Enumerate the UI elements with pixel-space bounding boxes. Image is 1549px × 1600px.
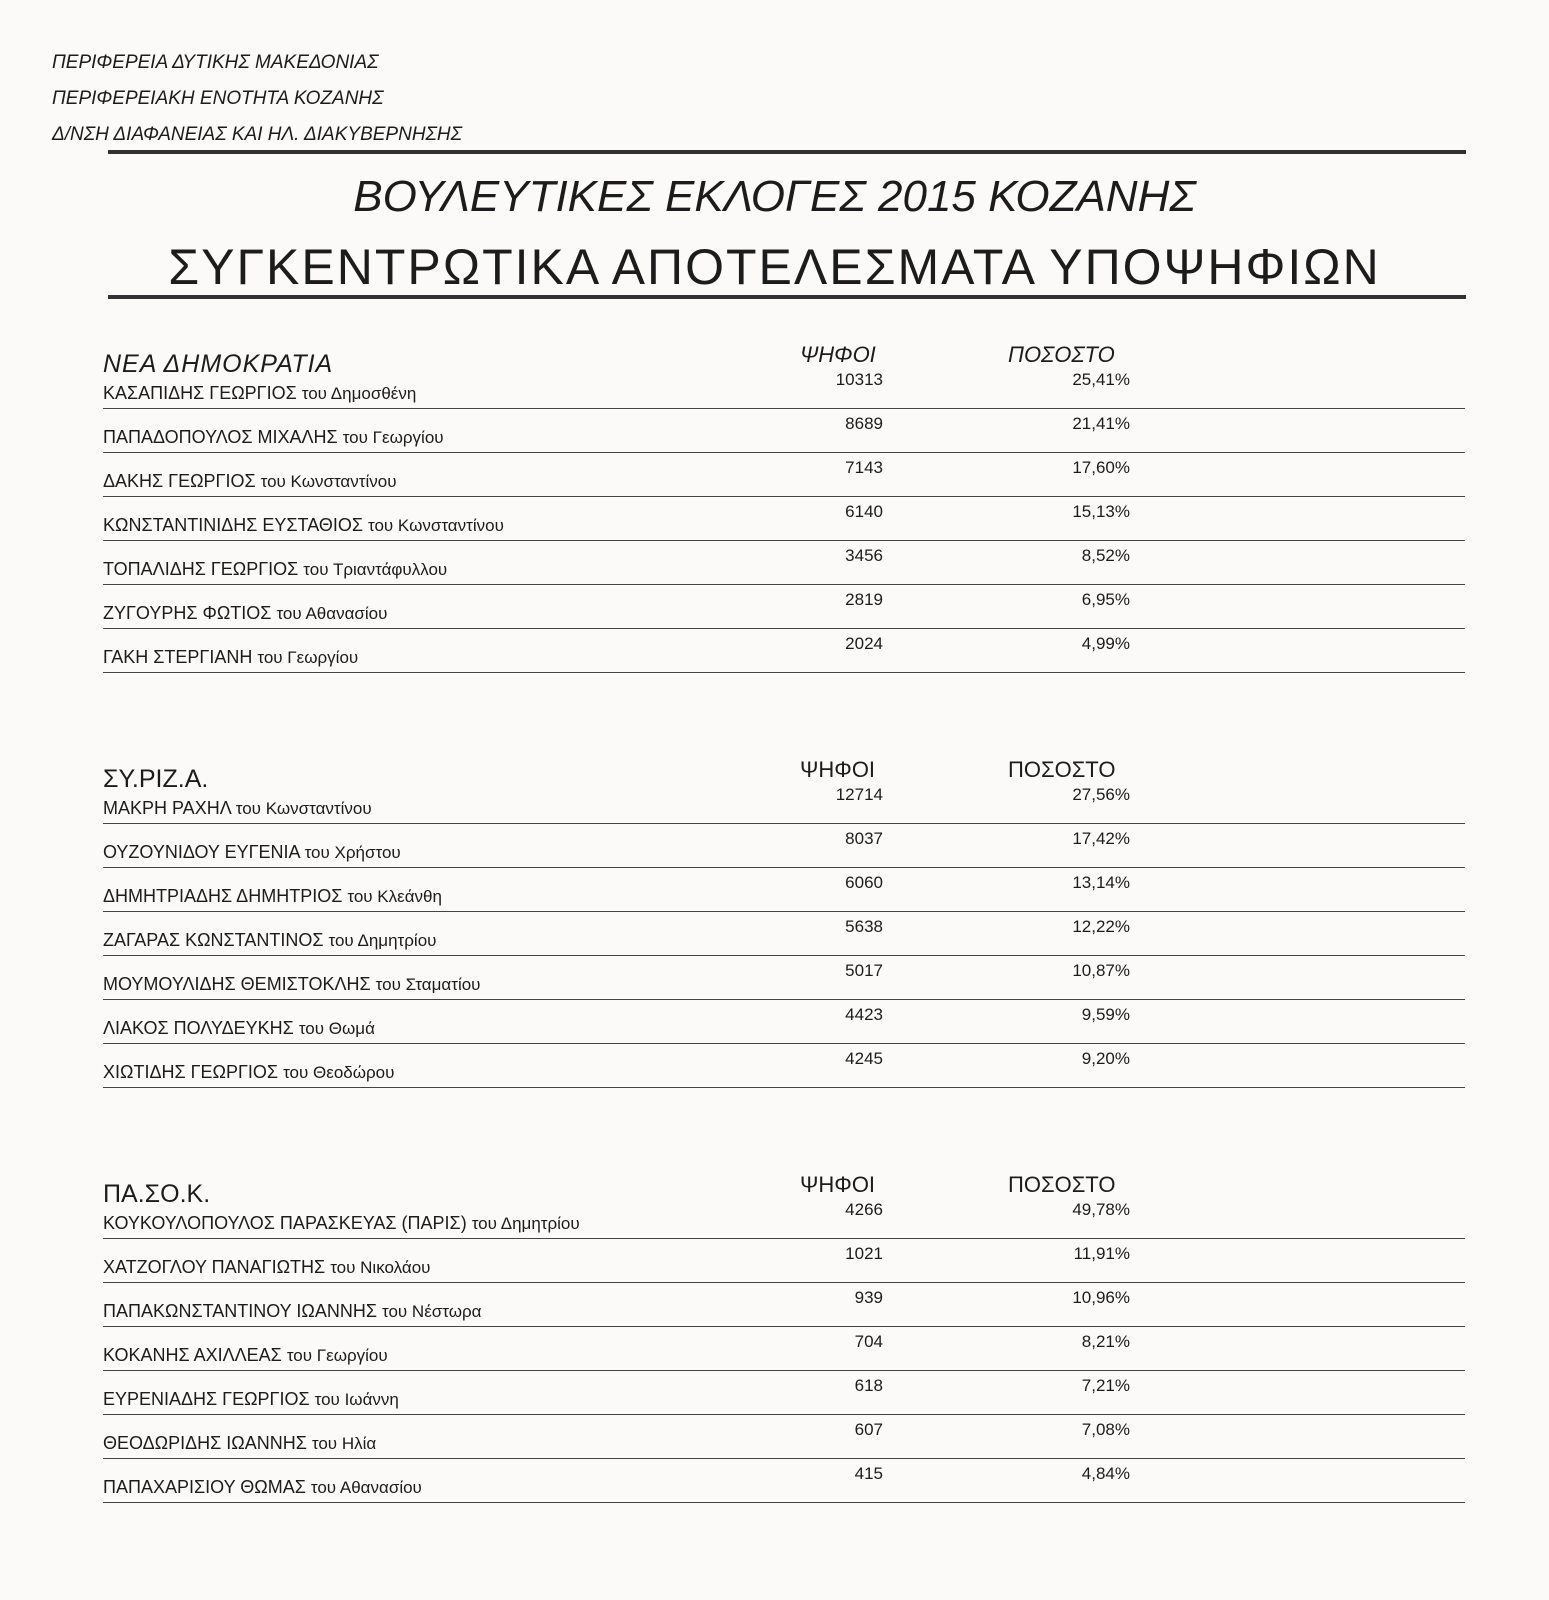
candidate-surname: ΔΑΚΗΣ ΓΕΩΡΓΙΟΣ xyxy=(103,471,256,491)
candidate-surname: ΧΑΤΖΟΓΛΟΥ ΠΑΝΑΓΙΩΤΗΣ xyxy=(103,1257,326,1277)
page-title: ΒΟΥΛΕΥΤΙΚΕΣ ΕΚΛΟΓΕΣ 2015 ΚΟΖΑΝΗΣ xyxy=(353,172,1196,221)
candidate-name xyxy=(103,798,372,819)
candidate-father: του Δημητρίου xyxy=(328,931,437,950)
candidate-father: του Σταματίου xyxy=(375,975,481,994)
candidate-father: του Αθανασίου xyxy=(310,1478,422,1497)
header-line-directorate: Δ/ΝΣΗ ΔΙΑΦΑΝΕΙΑΣ ΚΑΙ ΗΛ. ΔΙΑΚΥΒΕΡΝΗΣΗΣ xyxy=(52,124,463,145)
candidate-votes: 607 xyxy=(854,1420,883,1439)
candidate-row xyxy=(103,867,1465,912)
candidate-percent: 9,20% xyxy=(1081,1049,1130,1068)
candidate-row xyxy=(103,540,1465,585)
candidate-percent: 25,41% xyxy=(1072,370,1130,389)
candidate-surname: ΤΟΠΑΛΙΔΗΣ ΓΕΩΡΓΙΟΣ xyxy=(103,559,299,579)
candidate-row xyxy=(103,1238,1465,1283)
candidate-name xyxy=(103,383,416,404)
candidate-father: του Γεωργίου xyxy=(286,1346,388,1365)
candidate-surname: ΕΥΡΕΝΙΑΔΗΣ ΓΕΩΡΓΙΟΣ xyxy=(103,1389,310,1409)
candidate-percent: 10,87% xyxy=(1072,961,1130,980)
candidate-votes: 8037 xyxy=(845,829,883,848)
candidate-father: του Κωνσταντίνου xyxy=(367,516,504,535)
candidate-name xyxy=(103,974,480,995)
candidate-father: του Κωνσταντίνου xyxy=(260,472,397,491)
party-name: ΣΥ.ΡΙΖ.Α. xyxy=(103,765,209,793)
header-line-unit: ΠΕΡΙΦΕΡΕΙΑΚΗ ΕΝΟΤΗΤΑ ΚΟΖΑΝΗΣ xyxy=(52,88,384,109)
candidate-row xyxy=(103,911,1465,956)
candidate-father: του Θωμά xyxy=(298,1019,375,1038)
candidate-row xyxy=(103,364,1465,409)
candidate-father: του Κωνσταντίνου xyxy=(235,799,372,818)
candidate-surname: ΓΑΚΗ ΣΤΕΡΓΙΑΝΗ xyxy=(103,647,253,667)
candidate-percent: 7,08% xyxy=(1081,1420,1130,1439)
candidate-row xyxy=(103,955,1465,1000)
candidate-name xyxy=(103,1213,580,1234)
candidate-surname: ΚΩΝΣΤΑΝΤΙΝΙΔΗΣ ΕΥΣΤΑΘΙΟΣ xyxy=(103,515,363,535)
candidate-row xyxy=(103,452,1465,497)
candidate-surname: ΚΟΥΚΟΥΛΟΠΟΥΛΟΣ ΠΑΡΑΣΚΕΥΑΣ (ΠΑΡΙΣ) xyxy=(103,1213,467,1233)
candidate-row xyxy=(103,628,1465,673)
candidate-percent: 9,59% xyxy=(1081,1005,1130,1024)
candidate-name xyxy=(103,1477,422,1498)
candidate-name xyxy=(103,930,436,951)
candidate-name xyxy=(103,1345,388,1366)
candidate-row xyxy=(103,823,1465,868)
candidate-row xyxy=(103,496,1465,541)
candidate-votes: 704 xyxy=(854,1332,883,1351)
candidate-votes: 5017 xyxy=(845,961,883,980)
candidate-row xyxy=(103,584,1465,629)
candidate-surname: ΧΙΩΤΙΔΗΣ ΓΕΩΡΓΙΟΣ xyxy=(103,1062,279,1082)
candidate-row xyxy=(103,779,1465,824)
candidate-surname: ΜΟΥΜΟΥΛΙΔΗΣ ΘΕΜΙΣΤΟΚΛΗΣ xyxy=(103,974,371,994)
percent-column-header: ΠΟΣΟΣΤΟ xyxy=(1008,1172,1116,1197)
candidate-row xyxy=(103,1282,1465,1327)
candidate-name xyxy=(103,647,358,668)
candidate-name xyxy=(103,515,504,536)
candidate-row xyxy=(103,1370,1465,1415)
candidate-father: του Κλεάνθη xyxy=(347,887,442,906)
candidate-name xyxy=(103,1389,399,1410)
candidate-percent: 17,42% xyxy=(1072,829,1130,848)
candidate-votes: 4423 xyxy=(845,1005,883,1024)
candidate-surname: ΠΑΠΑΧΑΡΙΣΙΟΥ ΘΩΜΑΣ xyxy=(103,1477,306,1497)
candidate-votes: 4266 xyxy=(845,1200,883,1219)
candidate-father: του Αθανασίου xyxy=(276,604,388,623)
candidate-surname: ΖΑΓΑΡΑΣ ΚΩΝΣΤΑΝΤΙΝΟΣ xyxy=(103,930,324,950)
candidate-father: του Γεωργίου xyxy=(342,428,444,447)
candidate-votes: 10313 xyxy=(835,370,883,389)
candidate-surname: ΠΑΠΑΔΟΠΟΥΛΟΣ ΜΙΧΑΛΗΣ xyxy=(103,427,338,447)
candidate-percent: 15,13% xyxy=(1072,502,1130,521)
candidate-percent: 6,95% xyxy=(1081,590,1130,609)
candidate-percent: 7,21% xyxy=(1081,1376,1130,1395)
candidate-surname: ΘΕΟΔΩΡΙΔΗΣ ΙΩΑΝΝΗΣ xyxy=(103,1433,307,1453)
candidate-percent: 21,41% xyxy=(1072,414,1130,433)
candidate-votes: 2024 xyxy=(845,634,883,653)
candidate-name xyxy=(103,1433,376,1454)
candidate-surname: ΛΙΑΚΟΣ ΠΟΛΥΔΕΥΚΗΣ xyxy=(103,1018,294,1038)
candidate-percent: 27,56% xyxy=(1072,785,1130,804)
candidate-surname: ΜΑΚΡΗ ΡΑΧΗΛ xyxy=(103,798,231,818)
candidate-row xyxy=(103,1458,1465,1503)
party-name: ΝΕΑ ΔΗΜΟΚΡΑΤΙΑ xyxy=(103,350,334,378)
candidate-name xyxy=(103,1257,430,1278)
candidate-votes: 415 xyxy=(854,1464,883,1483)
candidate-row xyxy=(103,1194,1465,1239)
votes-column-header: ΨΗΦΟΙ xyxy=(800,757,876,782)
candidate-votes: 2819 xyxy=(845,590,883,609)
candidate-votes: 618 xyxy=(854,1376,883,1395)
header-line-region: ΠΕΡΙΦΕΡΕΙΑ ΔΥΤΙΚΗΣ ΜΑΚΕΔΟΝΙΑΣ xyxy=(52,52,379,73)
candidate-name xyxy=(103,842,401,863)
candidate-percent: 10,96% xyxy=(1072,1288,1130,1307)
candidate-percent: 13,14% xyxy=(1072,873,1130,892)
candidate-father: του Νέστωρα xyxy=(381,1302,482,1321)
candidate-percent: 8,52% xyxy=(1081,546,1130,565)
candidate-name xyxy=(103,1018,375,1039)
candidate-percent: 8,21% xyxy=(1081,1332,1130,1351)
candidate-father: του Δημητρίου xyxy=(471,1214,580,1233)
party-name: ΠΑ.ΣΟ.Κ. xyxy=(103,1180,211,1208)
candidate-votes: 939 xyxy=(854,1288,883,1307)
candidate-row xyxy=(103,999,1465,1044)
candidate-surname: ΟΥΖΟΥΝΙΔΟΥ ΕΥΓΕΝΙΑ xyxy=(103,842,300,862)
candidate-percent: 4,84% xyxy=(1081,1464,1130,1483)
candidate-votes: 6140 xyxy=(845,502,883,521)
candidate-surname: ΚΑΣΑΠΙΔΗΣ ΓΕΩΡΓΙΟΣ xyxy=(103,383,297,403)
candidate-votes: 12714 xyxy=(835,785,883,804)
candidate-votes: 7143 xyxy=(845,458,883,477)
candidate-row xyxy=(103,408,1465,453)
candidate-name xyxy=(103,471,397,492)
votes-column-header: ΨΗΦΟΙ xyxy=(800,1172,876,1197)
candidate-percent: 11,91% xyxy=(1073,1244,1130,1263)
candidate-surname: ΠΑΠΑΚΩΝΣΤΑΝΤΙΝΟΥ ΙΩΑΝΝΗΣ xyxy=(103,1301,377,1321)
candidate-father: του Δημοσθένη xyxy=(301,384,417,403)
candidate-surname: ΚΟΚΑΝΗΣ ΑΧΙΛΛΕΑΣ xyxy=(103,1345,282,1365)
candidate-votes: 1021 xyxy=(845,1244,883,1263)
candidate-votes: 8689 xyxy=(845,414,883,433)
candidate-father: του Θεοδώρου xyxy=(283,1063,395,1082)
candidate-name xyxy=(103,1062,394,1083)
candidate-votes: 3456 xyxy=(845,546,883,565)
candidate-father: του Χρήστου xyxy=(304,843,401,862)
candidate-votes: 6060 xyxy=(845,873,883,892)
candidate-name xyxy=(103,559,447,580)
percent-column-header: ΠΟΣΟΣΤΟ xyxy=(1008,757,1116,782)
candidate-father: του Τριαντάφυλλου xyxy=(303,560,448,579)
candidate-name xyxy=(103,886,442,907)
candidate-votes: 5638 xyxy=(845,917,883,936)
candidate-row xyxy=(103,1414,1465,1459)
title-rule xyxy=(108,295,1466,299)
candidate-name xyxy=(103,427,444,448)
candidate-name xyxy=(103,603,387,624)
votes-column-header: ΨΗΦΟΙ xyxy=(800,342,876,367)
candidate-surname: ΔΗΜΗΤΡΙΑΔΗΣ ΔΗΜΗΤΡΙΟΣ xyxy=(103,886,343,906)
candidate-percent: 17,60% xyxy=(1072,458,1130,477)
candidate-percent: 49,78% xyxy=(1072,1200,1130,1219)
candidate-father: του Ιωάννη xyxy=(314,1390,399,1409)
candidate-row xyxy=(103,1043,1465,1088)
top-rule xyxy=(108,150,1466,154)
candidate-percent: 4,99% xyxy=(1081,634,1130,653)
candidate-surname: ΖΥΓΟΥΡΗΣ ΦΩΤΙΟΣ xyxy=(103,603,272,623)
page-subtitle: ΣΥΓΚΕΝΤΡΩΤΙΚΑ ΑΠΟΤΕΛΕΣΜΑΤΑ ΥΠΟΨΗΦΙΩΝ xyxy=(168,239,1381,295)
candidate-father: του Νικολάου xyxy=(330,1258,431,1277)
candidate-father: του Γεωργίου xyxy=(257,648,359,667)
candidate-father: του Ηλία xyxy=(311,1434,377,1453)
percent-column-header: ΠΟΣΟΣΤΟ xyxy=(1008,342,1115,367)
candidate-row xyxy=(103,1326,1465,1371)
candidate-votes: 4245 xyxy=(845,1049,883,1068)
candidate-percent: 12,22% xyxy=(1072,917,1130,936)
candidate-name xyxy=(103,1301,482,1322)
